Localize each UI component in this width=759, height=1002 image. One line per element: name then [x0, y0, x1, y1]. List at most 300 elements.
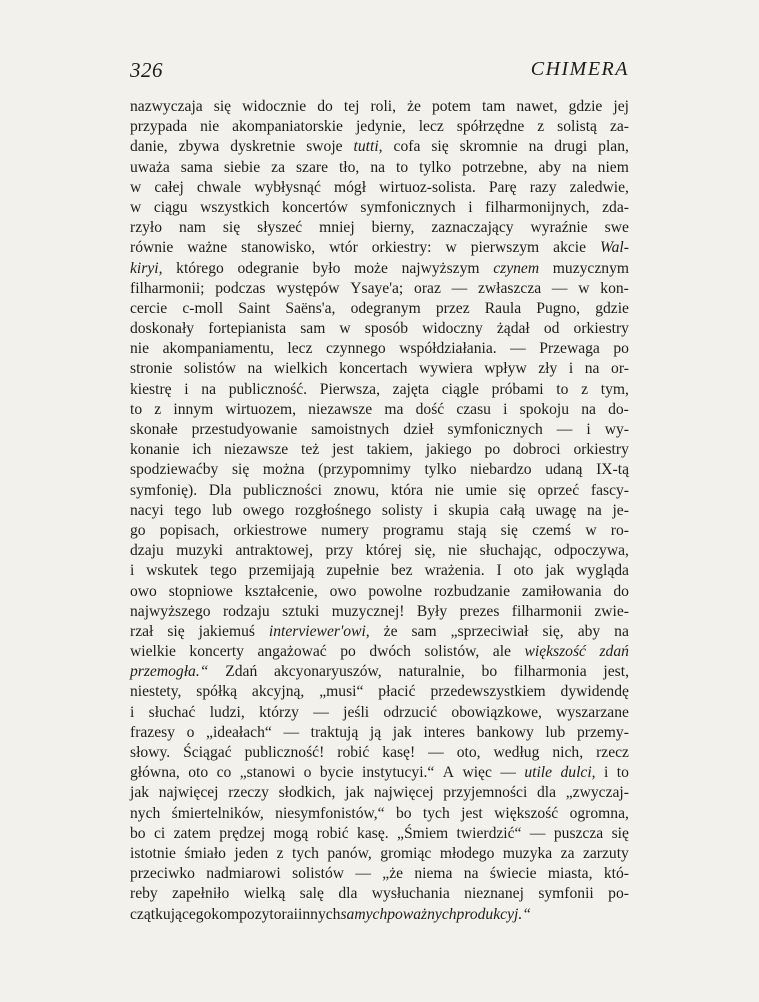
word: stają — [457, 521, 487, 539]
word: Ysaye'a; — [350, 279, 404, 297]
word: nie — [130, 340, 150, 358]
word: zły — [538, 360, 558, 378]
word: widocznie — [242, 98, 307, 115]
word: nie — [448, 542, 468, 560]
word: cofa — [393, 138, 421, 156]
word: kształcenie, — [244, 582, 318, 600]
word: całą — [499, 501, 525, 519]
word: kasę. — [357, 824, 389, 842]
word: solistów — [292, 865, 345, 883]
word: o — [186, 723, 195, 741]
text-line — [130, 541, 629, 561]
word: nich, — [552, 744, 584, 761]
word: szare — [295, 158, 328, 176]
word: ją — [369, 723, 382, 741]
word: współdziałania. — [399, 340, 497, 358]
text-line — [130, 359, 629, 379]
word: tło, — [338, 158, 360, 176]
word: słuchać — [148, 703, 196, 721]
word: orkiestrowe — [233, 521, 307, 539]
italic-word: większość — [524, 643, 586, 661]
word: niezawsze — [308, 400, 373, 418]
word: drugi — [554, 138, 588, 156]
word: najwięcej — [158, 784, 219, 802]
word: ci — [153, 824, 166, 842]
word: spokoju — [519, 400, 570, 418]
word: filharmonijnych, — [485, 198, 590, 216]
word: orkiestry: — [371, 239, 432, 257]
word: lecz — [287, 340, 313, 358]
word: angażować — [257, 643, 327, 661]
word: swe — [604, 219, 629, 237]
word: gromiąc — [380, 844, 432, 862]
word: ro- — [610, 521, 629, 539]
word: czątkującego — [130, 905, 212, 923]
word: miasta, — [547, 865, 593, 883]
text-line — [130, 602, 629, 622]
word: ogromna, — [569, 804, 629, 822]
word: co — [216, 764, 232, 782]
word: dzieł — [403, 421, 434, 438]
word: dla — [338, 885, 358, 903]
word: się — [500, 521, 518, 539]
word: po- — [608, 885, 629, 903]
word: znowu, — [333, 481, 380, 499]
word: przyjemności — [443, 784, 528, 802]
word: śmiertelników, — [171, 804, 264, 822]
text-line — [130, 501, 629, 521]
word: spółrzędne — [456, 118, 525, 136]
word: że — [383, 622, 398, 640]
word: niezawsze — [224, 441, 289, 459]
word: wszystkich — [200, 198, 270, 216]
page-number: 326 — [130, 58, 163, 82]
word: — — [283, 723, 300, 741]
word: Przewaga — [539, 340, 600, 358]
word: stanowisko, — [241, 239, 316, 257]
word: ich — [192, 441, 212, 459]
word: wielką — [243, 885, 286, 903]
word: i — [468, 198, 473, 216]
word: — — [510, 340, 526, 358]
word: wywiera — [419, 360, 473, 378]
word: Saint — [238, 299, 271, 317]
word: jeden — [234, 844, 269, 862]
word: Zdań — [225, 663, 258, 681]
word: na — [247, 360, 263, 378]
word: robić — [337, 744, 370, 761]
word: akcyonaryuszów, — [274, 663, 382, 681]
word: nie — [200, 118, 220, 136]
word: „zwyczaj- — [565, 784, 629, 802]
word: jak — [345, 784, 365, 802]
word: sam — [411, 622, 437, 640]
text-line — [130, 259, 629, 279]
word: publiczność. — [228, 380, 308, 398]
word: najwięcej — [373, 784, 434, 802]
word: wyszarzane — [556, 703, 629, 721]
word: traktują — [310, 723, 359, 741]
word: solistą — [557, 118, 597, 136]
word: gdzie — [568, 98, 603, 115]
text-line — [130, 97, 629, 117]
word: — — [428, 744, 444, 761]
word: rodzaju — [222, 602, 270, 620]
word: się — [508, 481, 526, 499]
word: stronie — [130, 360, 173, 378]
word: i — [130, 562, 135, 580]
word: na — [528, 138, 544, 156]
word: Dla — [208, 481, 232, 499]
word: i — [586, 421, 591, 438]
word: i — [293, 905, 299, 923]
word: za- — [609, 118, 629, 136]
word: oraz — [414, 279, 441, 297]
word: główna, — [130, 764, 180, 782]
word: potem — [431, 98, 471, 115]
word: do- — [608, 400, 629, 418]
word: do — [317, 98, 333, 115]
word: to — [396, 158, 409, 176]
word: któ- — [603, 865, 629, 883]
text-line — [130, 460, 629, 480]
text-line — [130, 743, 629, 763]
word: dyskretnie — [230, 138, 296, 156]
word: mogą — [273, 824, 309, 842]
word: jedynie, — [355, 118, 406, 136]
word: solisty — [381, 501, 423, 519]
page-header — [130, 58, 629, 86]
word: nacyi — [130, 501, 164, 519]
word: rozgłośnego — [294, 501, 372, 519]
word: według — [493, 744, 540, 761]
word: wirtuozem, — [225, 400, 296, 418]
word: sama — [180, 158, 213, 176]
word: występów — [276, 279, 340, 297]
word: tylko — [424, 461, 457, 479]
word: zda- — [602, 198, 629, 216]
word: robić — [316, 824, 349, 842]
word: ma — [384, 400, 404, 418]
word: akcyjną, — [251, 683, 305, 701]
word: słowy. — [130, 744, 171, 761]
word: oto, — [456, 744, 481, 761]
word: zupełnie — [326, 562, 380, 580]
word: lub — [545, 723, 566, 741]
word: jest, — [603, 663, 629, 681]
word: instytucyi.“ — [362, 764, 435, 782]
word: płacić — [378, 683, 416, 701]
word: z — [276, 844, 284, 862]
word: tym, — [600, 380, 629, 398]
word: którego — [176, 259, 224, 277]
word: roli, — [370, 98, 397, 115]
word: — — [551, 279, 568, 297]
word: na — [587, 501, 602, 519]
word: zarzuty — [582, 844, 629, 862]
word: „ideałach“ — [206, 723, 272, 741]
word: i — [130, 703, 135, 721]
word: publiczność! — [244, 744, 325, 761]
word: w — [578, 279, 590, 297]
word: mniej — [319, 219, 355, 237]
word: rzyło — [130, 219, 163, 237]
word: po — [484, 441, 501, 459]
word: udaną — [545, 461, 583, 479]
word: fortepianista — [208, 320, 287, 338]
word: — — [556, 421, 573, 438]
text-line — [130, 400, 629, 420]
word: jak — [392, 723, 412, 741]
text-line — [130, 824, 629, 844]
word: zbywa — [178, 138, 220, 156]
word: wielkich — [273, 360, 328, 378]
word: ciągu — [153, 198, 188, 216]
word: jeśli — [343, 703, 370, 721]
word: ważne — [187, 239, 228, 257]
word: spółką — [196, 683, 238, 701]
word: całej — [154, 178, 184, 196]
word: nych — [130, 804, 161, 822]
word: solistów — [184, 360, 236, 378]
word: do — [613, 582, 629, 600]
word: wyraźnie — [530, 219, 588, 237]
word: jakiemuś — [198, 622, 255, 640]
word: najwyższego — [130, 602, 211, 620]
word: z — [154, 400, 162, 418]
italic-word: kiryi, — [130, 259, 163, 277]
word: akompaniatorskie — [232, 118, 343, 136]
word: filharmonii; — [130, 279, 205, 297]
text-line — [130, 763, 629, 783]
word: dzaju — [130, 542, 164, 560]
word: A — [442, 764, 455, 782]
word: po — [613, 340, 629, 358]
word: niesymfonistów,“ — [275, 804, 385, 822]
word: odegranie — [237, 259, 299, 277]
word: Pierwsza, — [319, 380, 380, 398]
word: chwale — [196, 178, 242, 196]
word: prędzej — [219, 824, 266, 842]
word: „stanowi — [239, 764, 296, 782]
word: czynnego — [325, 340, 386, 358]
word: i — [568, 360, 574, 378]
word: której — [365, 542, 402, 560]
word: koncertów — [282, 198, 348, 216]
word: symfonicznych — [447, 421, 543, 438]
word: interes — [423, 723, 466, 741]
word: muzyki — [176, 542, 224, 560]
word: niema — [414, 865, 453, 883]
italic-word: Wal- — [600, 239, 629, 257]
word: którzy — [259, 703, 299, 721]
word: dla — [537, 784, 557, 802]
word: jest — [461, 804, 483, 822]
word: kompozytora — [211, 905, 294, 923]
text-line — [130, 481, 629, 501]
word: tych — [422, 804, 450, 822]
text-line — [130, 218, 629, 238]
word: odpoczywa, — [554, 542, 629, 560]
word: śmiało — [184, 844, 226, 862]
word: twierdzić“ — [456, 824, 522, 842]
word: zamiłowania — [521, 582, 602, 600]
word: na — [584, 360, 600, 378]
word: jej — [613, 98, 629, 115]
word: innych — [298, 905, 341, 923]
word: jak — [545, 562, 565, 580]
word: siebie — [223, 158, 261, 176]
word: lub — [212, 501, 232, 519]
word: żądał — [496, 320, 530, 338]
word: IX-tą — [596, 461, 629, 479]
word: owo — [329, 582, 357, 600]
word: pierwszym — [470, 239, 540, 257]
word: owego — [242, 501, 285, 519]
word: równie — [130, 239, 174, 257]
word: danie, — [130, 138, 168, 156]
word: (przypomnimy — [318, 461, 411, 479]
word: swoje — [306, 138, 343, 156]
word: panów, — [327, 844, 372, 862]
word: przedewszystkiem — [430, 683, 546, 701]
text-line — [130, 117, 629, 137]
italic-word: przemogła.“ — [130, 663, 209, 681]
word: wy- — [604, 421, 629, 438]
word: w — [445, 239, 457, 257]
word: istotnie — [130, 844, 176, 862]
word: sposób — [364, 320, 409, 338]
word: na — [614, 622, 629, 640]
word: skromnie — [459, 138, 518, 156]
text-line — [130, 521, 629, 541]
word: bo — [481, 663, 498, 681]
word: cercie — [130, 299, 168, 317]
word: tych — [292, 844, 319, 862]
word: samoistnych — [311, 421, 390, 438]
word: Raula — [484, 299, 522, 317]
text-line — [130, 380, 629, 400]
word: popisach, — [159, 521, 220, 539]
word: na — [581, 400, 596, 418]
word: symfonii — [538, 885, 594, 903]
text-line — [130, 238, 629, 258]
word: niestety, — [130, 683, 182, 701]
word: Pugno, — [536, 299, 581, 317]
italic-word: poważnych — [387, 905, 457, 923]
word: umie — [465, 481, 497, 499]
word: skupia — [448, 501, 490, 519]
word: powolne — [368, 582, 423, 600]
word: zapełniło — [172, 885, 230, 903]
italic-word: tutti, — [353, 138, 383, 156]
body-text — [130, 97, 629, 925]
word: kiestrę — [130, 380, 172, 398]
word: młodego — [439, 844, 495, 862]
word: nieznanej — [464, 885, 524, 903]
word: takiem, — [366, 441, 413, 459]
word: rzeczy — [228, 784, 269, 802]
word: ciągle — [441, 380, 479, 398]
word: może — [354, 259, 388, 277]
word: doskonały — [130, 320, 195, 338]
word: się — [611, 824, 629, 842]
word: odegranym — [350, 299, 421, 317]
word: niem — [597, 158, 629, 176]
word: uważa — [130, 158, 170, 176]
word: or- — [611, 360, 629, 378]
word: więc — [462, 764, 492, 782]
word: za — [560, 844, 575, 862]
word: bo — [395, 804, 412, 822]
italic-word: utile — [524, 764, 553, 782]
word: w — [585, 521, 597, 539]
word: zaznaczający — [431, 219, 514, 237]
word: wysłuchania — [371, 885, 450, 903]
word: „Śmiem — [397, 824, 449, 842]
word: zwłaszcza — [477, 279, 542, 297]
word: tam — [481, 98, 506, 115]
word: nie — [434, 481, 454, 499]
word: muzycznym — [552, 259, 629, 277]
word: też — [301, 441, 320, 459]
word: muzyka — [502, 844, 553, 862]
word: niebardzo — [470, 461, 532, 479]
word: przemy- — [576, 723, 629, 741]
text-line — [130, 158, 629, 178]
text-line — [130, 137, 629, 157]
word: wybłysnąć — [254, 178, 321, 196]
word: kon- — [600, 279, 629, 297]
word: publiczności — [243, 481, 322, 499]
word: owo — [130, 582, 157, 600]
word: nadmiarowi — [206, 865, 281, 883]
word: czasu — [456, 400, 491, 418]
word: słyszeć — [257, 219, 303, 237]
word: ludzi, — [209, 703, 245, 721]
word: wrażenia. — [424, 562, 485, 580]
word: oprzeć — [537, 481, 580, 499]
word: Parę — [488, 178, 517, 196]
word: koncerty — [189, 643, 244, 661]
word: z — [581, 380, 589, 398]
word: przy — [325, 542, 354, 560]
word: aby — [577, 622, 601, 640]
word: innym — [173, 400, 214, 418]
word: na — [463, 865, 479, 883]
text-line — [130, 804, 629, 824]
word: antraktowej, — [235, 542, 313, 560]
word: tego — [209, 562, 237, 580]
word: filharmonia — [513, 663, 587, 681]
word: gdzie — [595, 299, 629, 317]
text-line — [130, 582, 629, 602]
text-line — [130, 339, 629, 359]
word: akompaniamentu, — [162, 340, 274, 358]
word: potrzebne, — [462, 158, 528, 176]
running-title: CHIMERA — [530, 58, 629, 80]
word: się, — [414, 542, 436, 560]
word: jakiego — [425, 441, 472, 459]
word: frazesy — [130, 723, 176, 741]
word: widoczny — [422, 320, 483, 338]
word: się, — [542, 622, 564, 640]
word: programu — [383, 521, 444, 539]
word: orkiestry — [573, 441, 629, 459]
italic-word: samych — [340, 905, 388, 923]
word: „musi“ — [319, 683, 364, 701]
word: odrzucić — [383, 703, 438, 721]
